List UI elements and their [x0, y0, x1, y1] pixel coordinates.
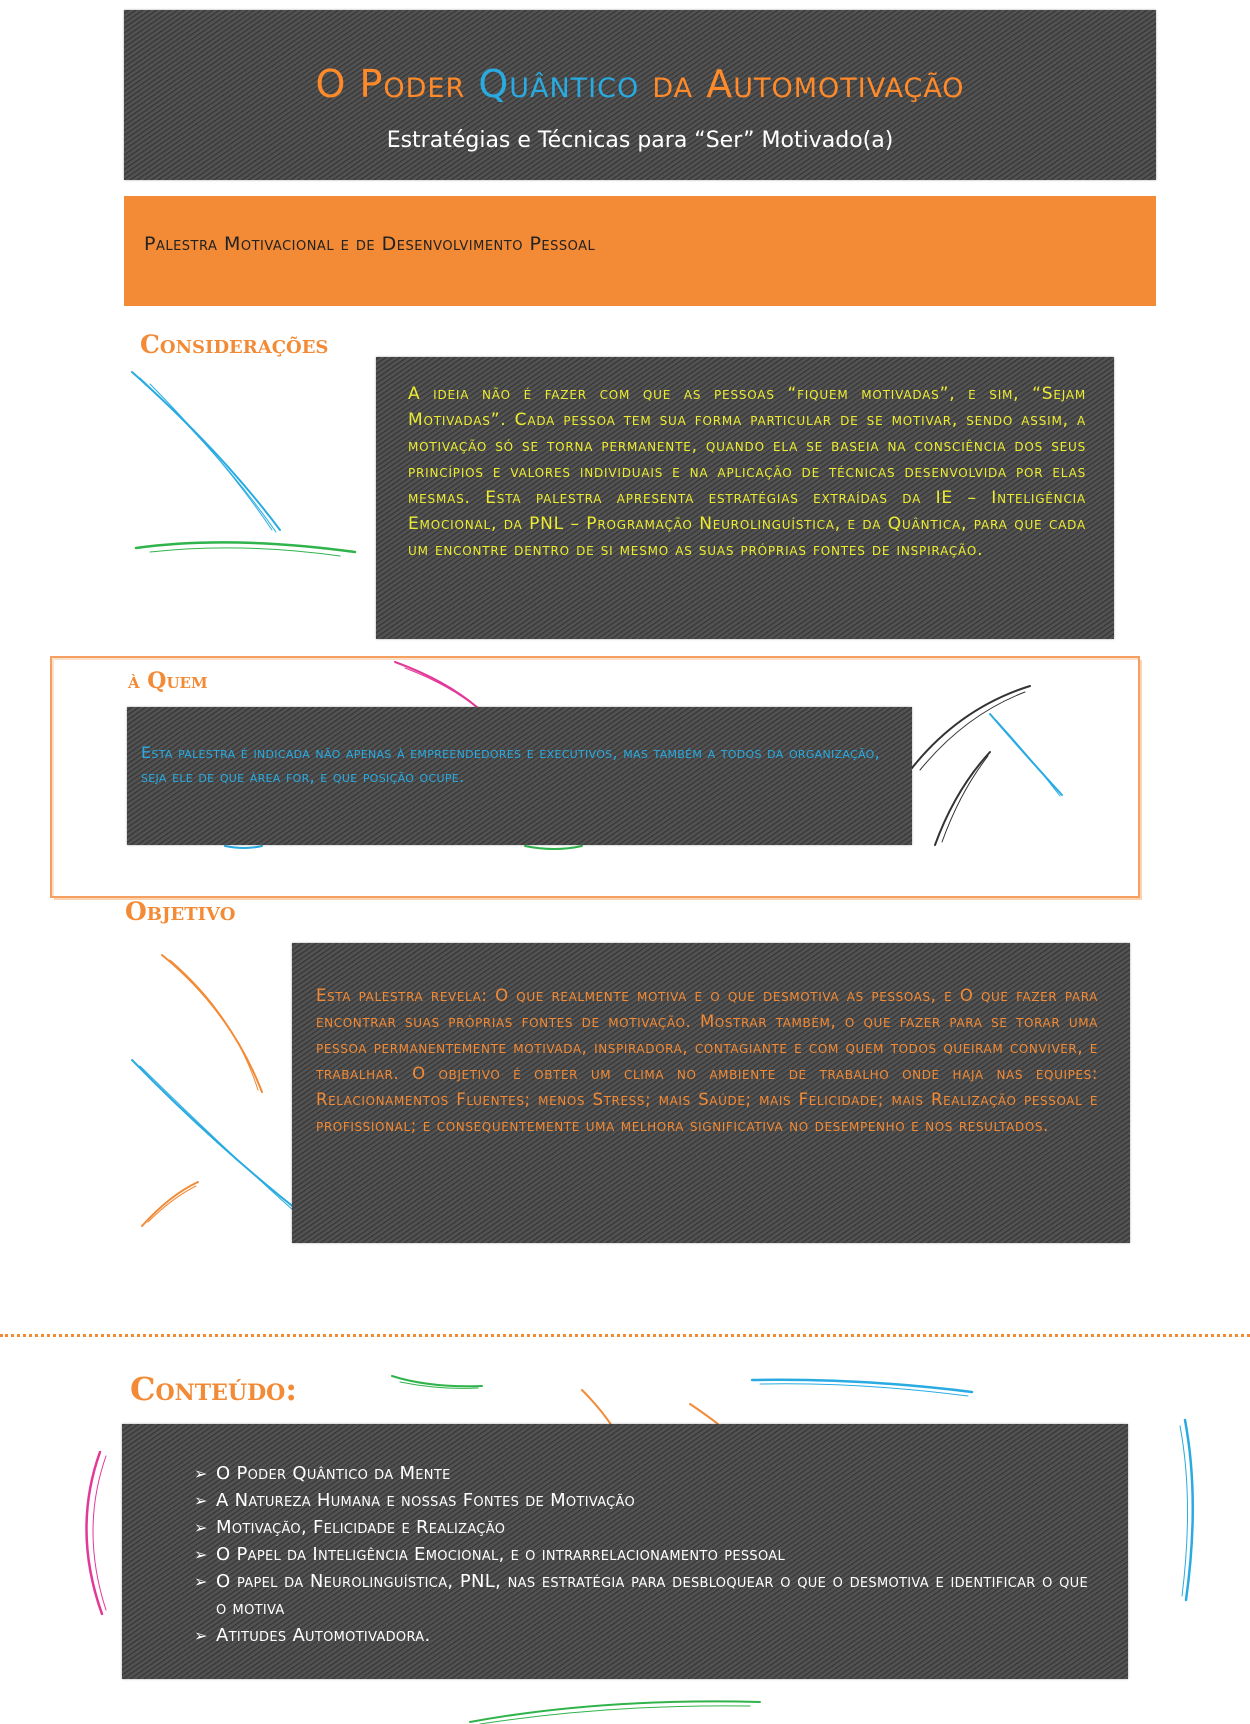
consideracoes-text: A ideia não é fazer com que as pessoas “fiquem motivadas”, e sim, “Sejam Motivadas”. Cada pessoa tem sua forma particular de se motivar, sendo assim, a motivação só se torna permanente, quando ela se baseia na consciência dos seus princípios e valores individuais e na aplicação de técnicas desenvolvida por elas mesmas. Esta palestra apresenta estratégias extraídas da IE – Inteligência Emocional, da PNL – Programação Neurolinguística, e da Quântica, para que cada um encontre dentro de si mesmo as suas próprias fontes de inspiração. [408, 384, 1087, 560]
conteudo-list [194, 1460, 1088, 1649]
title-word-3: Quântico [478, 62, 640, 106]
title-word-2: Poder [359, 62, 466, 106]
banner [124, 196, 1156, 306]
list-item-text: A Natureza Humana e nossas Fontes de Motivação [216, 1490, 636, 1511]
dotted-divider [0, 1334, 1250, 1337]
list-item [194, 1622, 1088, 1649]
title-word-4: da [652, 62, 694, 106]
arrow-bullet-icon: ➢ [194, 1545, 208, 1564]
objetivo-text: Esta palestra revela: O que realmente motiva e o que desmotiva as pessoas, e O que fazer para encontrar suas próprias fontes de motivação. Mostrar também, o que fazer para se torar uma pessoa permanentemente motivada, inspiradora, contagiante e com quem todos queiram conviver, e trabalhar. O objetivo é obter um clima no ambiente de trabalho onde haja nas equipes: Relacionamentos Fluentes; menos Stress; mais Saúde; mais Felicidade; mais Realização pessoal e profissional; e consequentemente uma melhora significativa no desempenho e nos resultados. [316, 986, 1098, 1135]
list-item [194, 1514, 1088, 1541]
list-item [194, 1568, 1088, 1622]
section-heading-conteudo: Conteúdo: [130, 1370, 298, 1408]
banner-text: Palestra Motivacional e de Desenvolvimento Pessoal [144, 233, 596, 255]
arrow-bullet-icon: ➢ [194, 1491, 208, 1510]
list-item [194, 1541, 1088, 1568]
title-header [124, 10, 1156, 180]
title-word-1: O [315, 62, 347, 106]
list-item-text: O papel da Neurolinguística, PNL, nas estratégia para desbloquear o que o desmotiva e identificar o que o motiva [216, 1571, 1088, 1619]
quem-panel [127, 707, 912, 845]
objetivo-panel [292, 943, 1130, 1243]
consideracoes-panel [376, 357, 1114, 639]
quem-text: Esta palestra é indicada não apenas à empreendedores e executivos, mas também a todos da organização, seja ele de que área for, e que posição ocupe. [141, 743, 880, 786]
list-item [194, 1487, 1088, 1514]
arrow-bullet-icon: ➢ [194, 1518, 208, 1537]
list-item-text: Atitudes Automotivadora. [216, 1625, 431, 1646]
section-heading-consideracoes: Considerações [140, 330, 329, 359]
arrow-bullet-icon: ➢ [194, 1572, 208, 1591]
list-item [194, 1460, 1088, 1487]
list-item-text: O Poder Quântico da Mente [216, 1463, 451, 1484]
conteudo-panel [122, 1424, 1128, 1679]
section-heading-quem: à Quem [128, 668, 208, 694]
list-item-text: Motivação, Felicidade e Realização [216, 1517, 506, 1538]
page-subtitle: Estratégias e Técnicas para “Ser” Motivado(a) [386, 128, 894, 153]
page-title [124, 62, 1156, 106]
title-word-5: Automotivação [706, 62, 965, 106]
list-item-text: O Papel da Inteligência Emocional, e o intrarrelacionamento pessoal [216, 1544, 786, 1565]
arrow-bullet-icon: ➢ [194, 1464, 208, 1483]
section-heading-objetivo: Objetivo [125, 897, 236, 926]
arrow-bullet-icon: ➢ [194, 1626, 208, 1645]
